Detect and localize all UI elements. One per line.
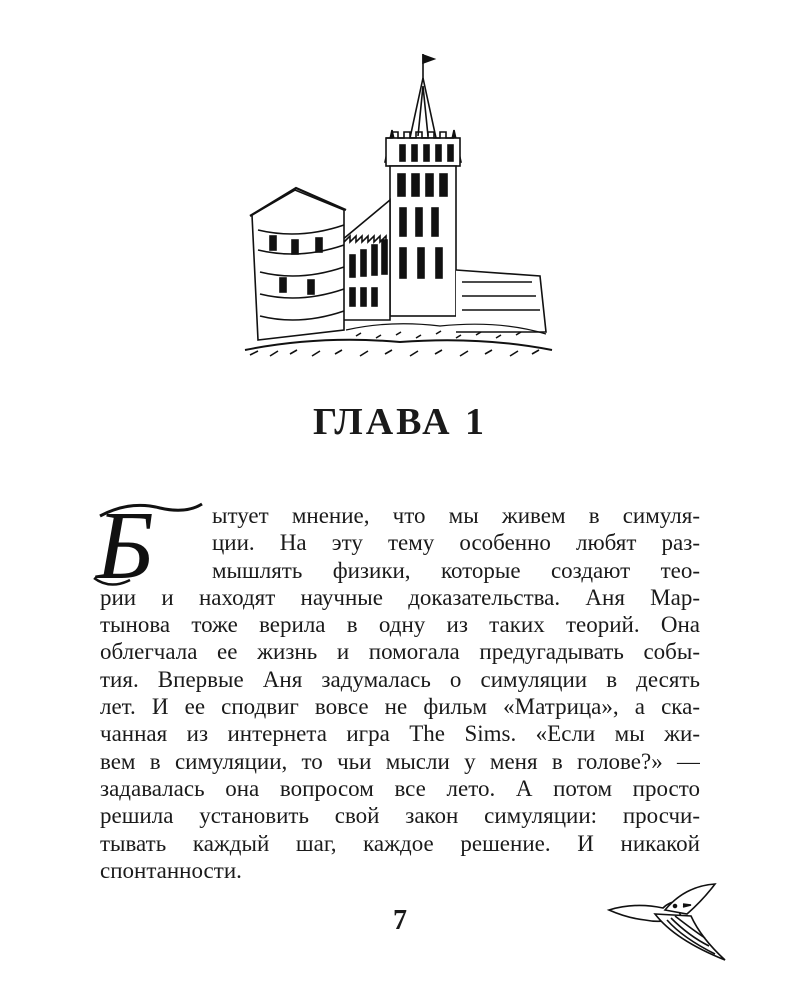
page-number: 7 — [393, 905, 407, 936]
text-line: тия. Впервые Аня задумалась о симуляции в десять — [100, 666, 700, 692]
text-line: тынова тоже верила в одну из таких теорий. Она — [100, 612, 700, 638]
castle-illustration — [240, 50, 560, 370]
text-line: чанная из интернета игра The Sims. «Если мы жи- — [100, 721, 700, 747]
text-line: ции. На эту тему особенно любят раз- — [212, 530, 700, 556]
text-line: лет. И ее сподвиг вовсе не фильм «Матрица», а ска- — [100, 694, 700, 720]
chapter-title: ГЛАВА 1 — [312, 401, 488, 443]
text-line: задавалась она вопросом все лето. А потом просто — [100, 775, 700, 801]
text-line: тывать каждый шаг, каждое решение. И никакой — [100, 830, 700, 856]
text-line: решила установить свой закон симуляции: просчи- — [100, 803, 700, 829]
text-line: ытует мнение, что мы живем в симуля- — [212, 503, 700, 528]
text-line: рии и находят научные доказательства. Аня Мар- — [100, 584, 700, 610]
text-line: мышлять физики, которые создают тео- — [212, 557, 700, 583]
chapter-text — [100, 502, 700, 884]
text-line: спонтанности. — [100, 857, 242, 883]
text-line: вем в симуляции, то чьи мысли у меня в голове?» — — [100, 748, 700, 774]
seagull-illustration — [605, 880, 735, 965]
text-line: облегчала ее жизнь и помогала предугадывать собы- — [100, 639, 700, 665]
svg-text:Б: Б — [96, 498, 154, 590]
